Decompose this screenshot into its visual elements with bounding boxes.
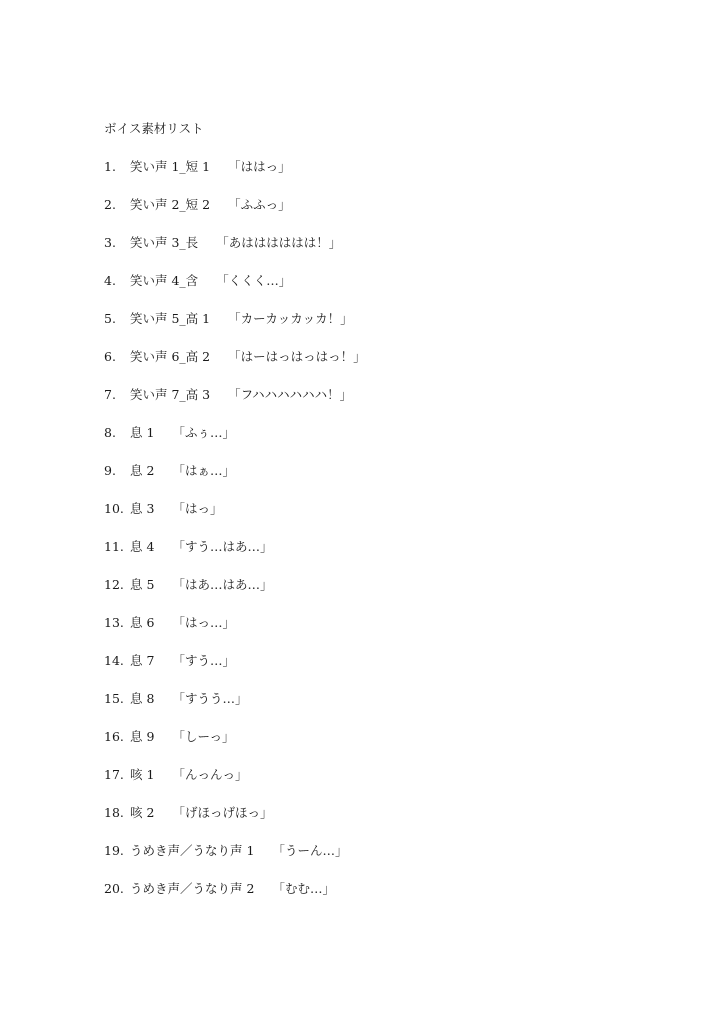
list-item bbox=[104, 425, 366, 463]
item-quote: 「はぁ…」 bbox=[172, 463, 235, 478]
item-number: 20. bbox=[104, 881, 124, 896]
item-label: うめき声／うなり声 2 bbox=[130, 881, 255, 896]
item-number: 5. bbox=[104, 311, 116, 326]
item-label: 息 4 bbox=[130, 539, 155, 554]
list-item bbox=[104, 577, 366, 615]
item-number: 18. bbox=[104, 805, 124, 820]
item-quote: 「すう…はあ…」 bbox=[172, 539, 273, 554]
item-quote: 「くくく…」 bbox=[216, 273, 292, 288]
item-number: 12. bbox=[104, 577, 124, 592]
item-quote: 「ふぅ…」 bbox=[172, 425, 235, 440]
item-number: 4. bbox=[104, 273, 116, 288]
item-label: 笑い声 7_高 3 bbox=[130, 387, 211, 402]
item-quote: 「うーん…」 bbox=[272, 843, 348, 858]
item-label: 息 7 bbox=[130, 653, 155, 668]
item-number: 9. bbox=[104, 463, 116, 478]
item-number: 10. bbox=[104, 501, 124, 516]
item-label: 息 2 bbox=[130, 463, 155, 478]
list-item bbox=[104, 501, 366, 539]
item-quote: 「ふふっ」 bbox=[228, 197, 291, 212]
item-quote: 「はーはっはっはっ！」 bbox=[228, 349, 366, 364]
item-label: 笑い声 3_長 bbox=[130, 235, 199, 250]
list-item bbox=[104, 539, 366, 577]
item-quote: 「はっ」 bbox=[172, 501, 223, 516]
list-item bbox=[104, 653, 366, 691]
item-number: 1. bbox=[104, 159, 116, 174]
item-label: 息 8 bbox=[130, 691, 155, 706]
item-number: 14. bbox=[104, 653, 124, 668]
list-item bbox=[104, 463, 366, 501]
item-number: 8. bbox=[104, 425, 116, 440]
item-quote: 「カーカッカッカ！」 bbox=[228, 311, 353, 326]
item-number: 11. bbox=[104, 539, 124, 554]
list-item bbox=[104, 387, 366, 425]
item-number: 3. bbox=[104, 235, 116, 250]
item-quote: 「ははっ」 bbox=[228, 159, 291, 174]
item-label: 笑い声 6_高 2 bbox=[130, 349, 211, 364]
item-quote: 「すう…」 bbox=[172, 653, 235, 668]
item-quote: 「げほっげほっ」 bbox=[172, 805, 273, 820]
item-label: 息 6 bbox=[130, 615, 155, 630]
list-item bbox=[104, 729, 366, 767]
item-number: 2. bbox=[104, 197, 116, 212]
list-item bbox=[104, 235, 366, 273]
item-number: 13. bbox=[104, 615, 124, 630]
item-label: 笑い声 4_含 bbox=[130, 273, 199, 288]
item-number: 15. bbox=[104, 691, 124, 706]
item-number: 6. bbox=[104, 349, 116, 364]
item-label: 息 5 bbox=[130, 577, 155, 592]
item-label: うめき声／うなり声 1 bbox=[130, 843, 255, 858]
item-quote: 「んっんっ」 bbox=[172, 767, 248, 782]
item-quote: 「フハハハハハハ！」 bbox=[228, 387, 353, 402]
item-quote: 「はっ…」 bbox=[172, 615, 235, 630]
item-number: 17. bbox=[104, 767, 124, 782]
item-number: 7. bbox=[104, 387, 116, 402]
item-number: 19. bbox=[104, 843, 124, 858]
item-quote: 「しーっ」 bbox=[172, 729, 235, 744]
item-label: 咳 1 bbox=[130, 767, 155, 782]
document-title: ボイス素材リスト bbox=[104, 121, 204, 136]
voice-material-list bbox=[104, 159, 366, 919]
item-quote: 「むむ…」 bbox=[272, 881, 335, 896]
item-label: 笑い声 1_短 1 bbox=[130, 159, 211, 174]
list-item bbox=[104, 805, 366, 843]
item-label: 息 1 bbox=[130, 425, 155, 440]
list-item bbox=[104, 843, 366, 881]
item-label: 咳 2 bbox=[130, 805, 155, 820]
list-item bbox=[104, 615, 366, 653]
list-item bbox=[104, 691, 366, 729]
list-item bbox=[104, 767, 366, 805]
list-item bbox=[104, 881, 366, 919]
item-quote: 「はあ…はあ…」 bbox=[172, 577, 273, 592]
list-item bbox=[104, 273, 366, 311]
list-item bbox=[104, 197, 366, 235]
item-label: 笑い声 2_短 2 bbox=[130, 197, 211, 212]
item-label: 息 9 bbox=[130, 729, 155, 744]
item-quote: 「あはははははは！」 bbox=[216, 235, 342, 250]
item-label: 息 3 bbox=[130, 501, 155, 516]
item-quote: 「すうう…」 bbox=[172, 691, 248, 706]
list-item bbox=[104, 311, 366, 349]
list-item bbox=[104, 159, 366, 197]
list-item bbox=[104, 349, 366, 387]
item-label: 笑い声 5_高 1 bbox=[130, 311, 211, 326]
item-number: 16. bbox=[104, 729, 124, 744]
